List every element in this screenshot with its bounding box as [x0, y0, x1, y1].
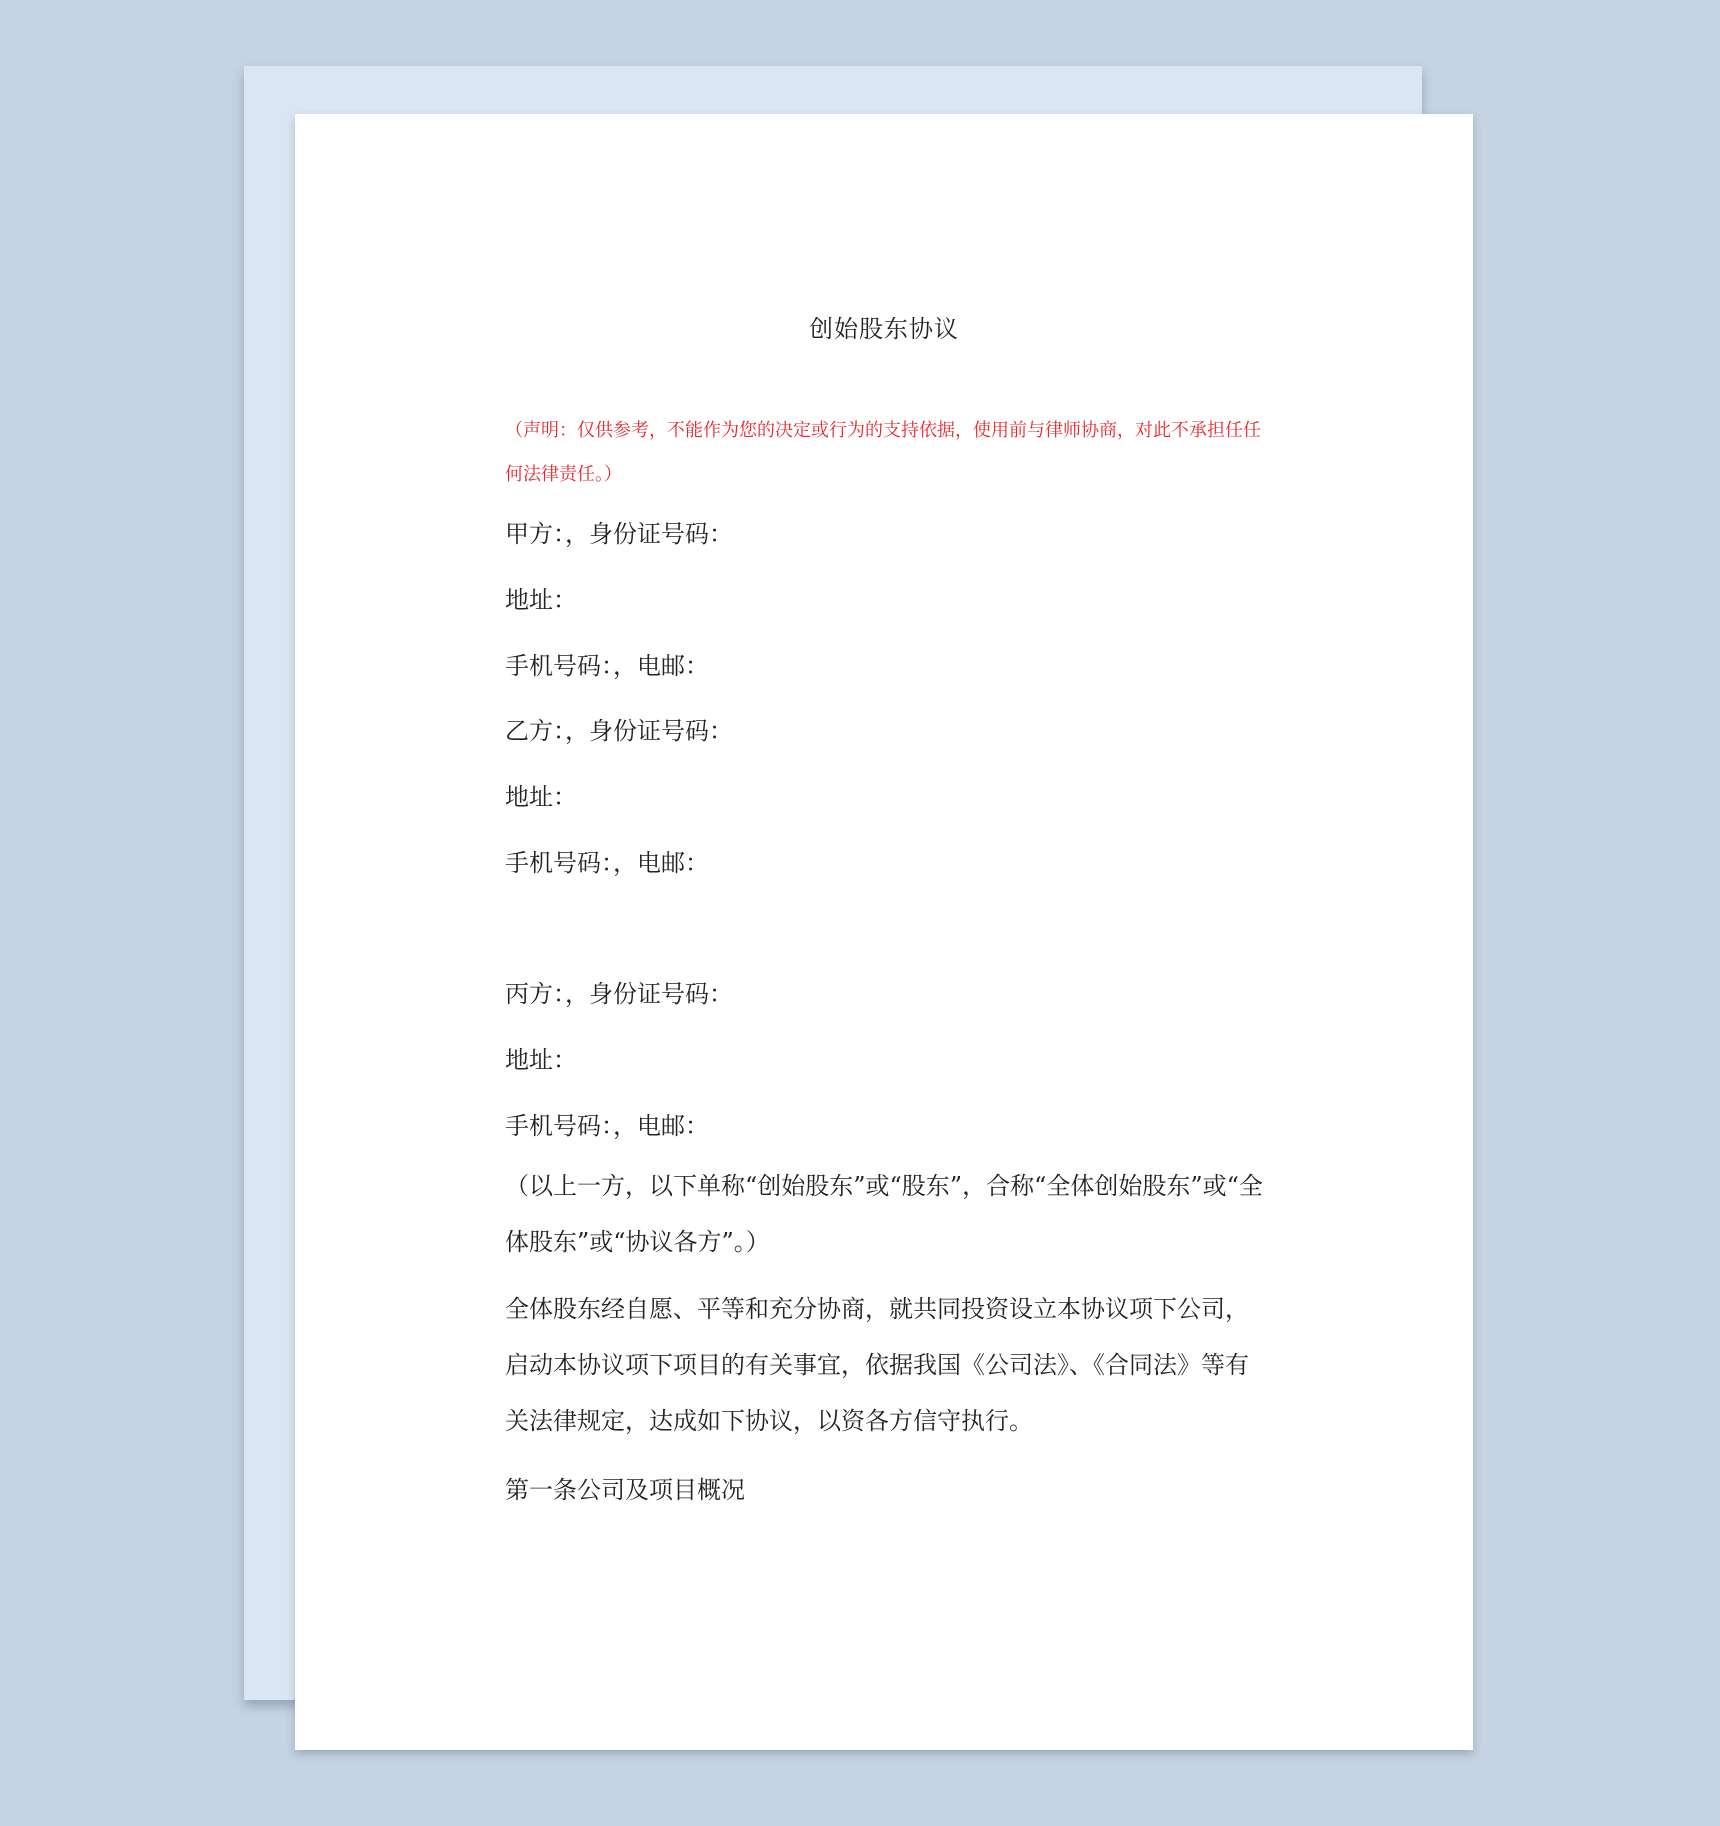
parties-definition-note: （以上一方，以下单称“创始股东”或“股东”，合称“全体创始股东”或“全体股东”或“协议各方”。） [505, 1172, 1263, 1256]
party-a-contact: 手机号码：，电邮： [505, 652, 709, 680]
party-b-contact: 手机号码：，电邮： [505, 849, 709, 877]
party-c-contact: 手机号码：，电邮： [505, 1112, 709, 1140]
document-title: 创始股东协议 [809, 315, 959, 343]
preamble-paragraph: 全体股东经自愿、平等和充分协商，就共同投资设立本协议项下公司，启动本协议项下项目的有关事宜，依据我国《公司法》、《合同法》等有关法律规定，达成如下协议，以资各方信守执行。 [505, 1295, 1249, 1435]
party-c-address: 地址： [505, 1046, 577, 1074]
party-b-address: 地址： [505, 783, 577, 811]
party-b-name-id: 乙方：，身份证号码： [505, 717, 733, 745]
disclaimer-text: （声明：仅供参考，不能作为您的决定或行为的支持依据，使用前与律师协商，对此不承担任任何法律责任。） [505, 420, 1261, 485]
article-1-heading: 第一条公司及项目概况 [505, 1476, 745, 1504]
document-page [295, 114, 1473, 1750]
party-a-address: 地址： [505, 586, 577, 614]
party-c-name-id: 丙方：，身份证号码： [505, 980, 733, 1008]
party-a-name-id: 甲方：，身份证号码： [505, 520, 733, 548]
